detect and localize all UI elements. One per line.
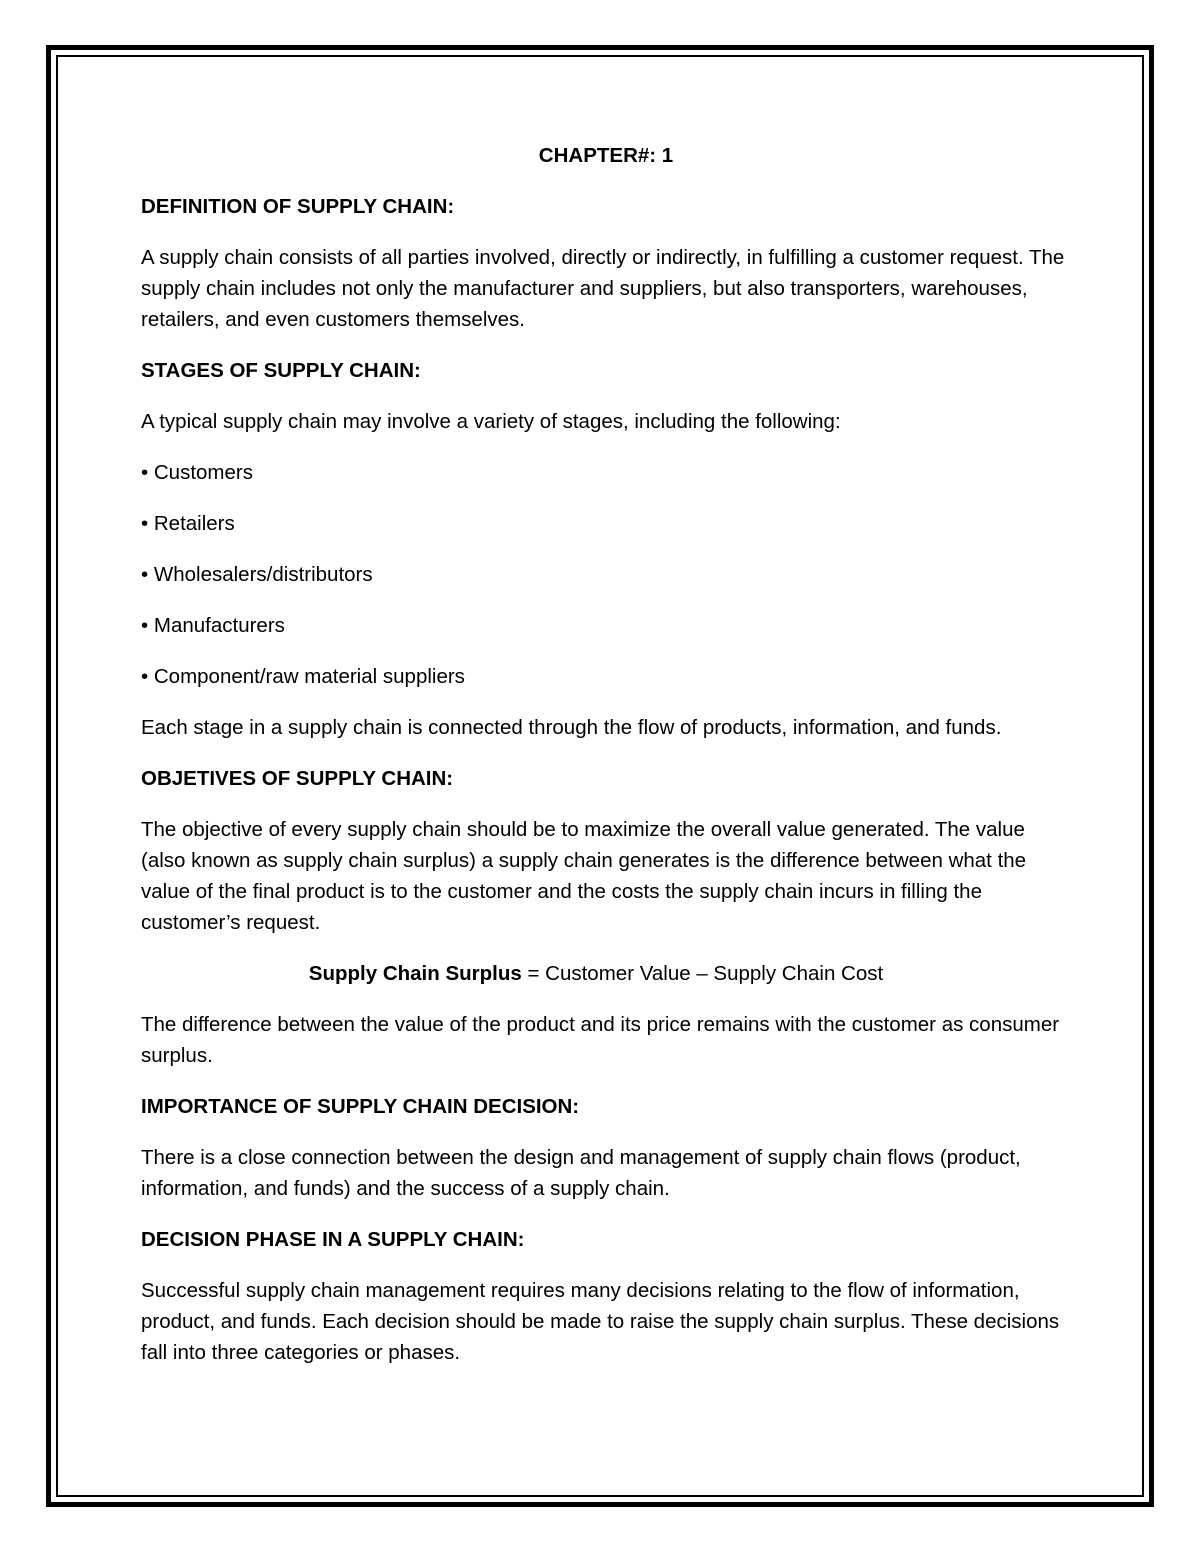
chapter-title: CHAPTER#: 1 xyxy=(538,144,674,167)
document-body xyxy=(141,140,1071,1388)
list-item: • Wholesalers/distributors xyxy=(141,563,373,586)
list-item: • Component/raw material suppliers xyxy=(141,665,465,688)
importance-heading: IMPORTANCE OF SUPPLY CHAIN DECISION: xyxy=(141,1095,580,1118)
stages-heading: STAGES OF SUPPLY CHAIN: xyxy=(141,359,421,382)
decision-phase-heading: DECISION PHASE IN A SUPPLY CHAIN: xyxy=(141,1228,525,1251)
decision-phase-paragraph: Successful supply chain management requires many decisions relating to the flow of information, product, and funds. Each decision should be made to raise the supply chain surplus. These decisions fall into three categories or phases. xyxy=(141,1279,1060,1364)
list-item: • Retailers xyxy=(141,512,235,535)
list-item: • Customers xyxy=(141,461,253,484)
surplus-formula xyxy=(141,958,1071,989)
stages-intro: A typical supply chain may involve a variety of stages, including the following: xyxy=(141,410,841,433)
consumer-surplus-paragraph: The difference between the value of the product and its price remains with the customer as consumer surplus. xyxy=(141,1013,1060,1067)
formula-expression: = Customer Value – Supply Chain Cost xyxy=(521,962,884,985)
importance-paragraph: There is a close connection between the design and management of supply chain flows (product, information, and funds) and the success of a supply chain. xyxy=(141,1146,1021,1200)
definition-paragraph: A supply chain consists of all parties involved, directly or indirectly, in fulfilling a customer request. The supply chain includes not only the manufacturer and suppliers, but also transporters, warehouses, retailers, and even customers themselves. xyxy=(141,246,1065,331)
formula-term: Supply Chain Surplus xyxy=(308,962,522,985)
list-item: • Manufacturers xyxy=(141,614,285,637)
objectives-heading: OBJETIVES OF SUPPLY CHAIN: xyxy=(141,767,454,790)
objectives-paragraph: The objective of every supply chain should be to maximize the overall value generated. The value (also known as supply chain surplus) a supply chain generates is the difference between what the value of the final product is to the customer and the costs the supply chain incurs in filling the customer’s request. xyxy=(141,818,1027,934)
stages-outro: Each stage in a supply chain is connected through the flow of products, information, and funds. xyxy=(141,716,1002,739)
definition-heading: DEFINITION OF SUPPLY CHAIN: xyxy=(141,195,455,218)
